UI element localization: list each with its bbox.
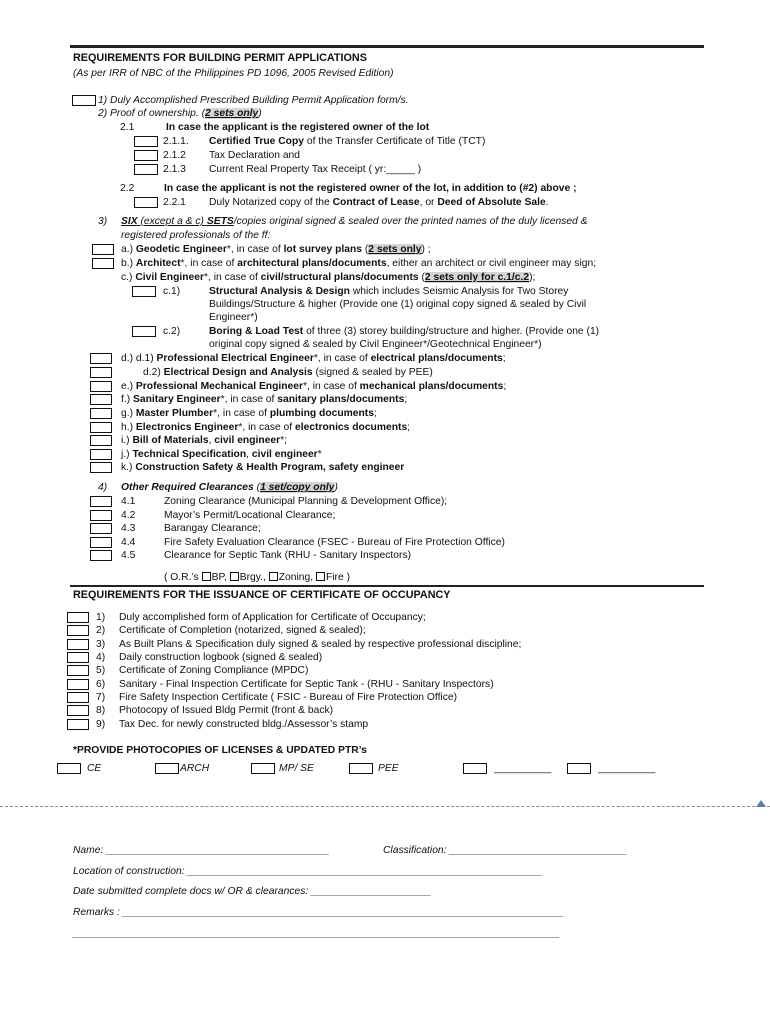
- occupancy-num: 5): [96, 665, 106, 676]
- item-3a: a.) Geodetic Engineer*, in case of lot survey plans (2 sets only) ;: [121, 244, 431, 255]
- checkbox-or-zoning[interactable]: [269, 572, 278, 581]
- item-3f: f.) Sanitary Engineer*, in case of sanitary plans/documents;: [121, 394, 408, 405]
- occupancy-text: Fire Safety Inspection Certificate ( FSIC - Bureau of Fire Protection Office): [119, 692, 458, 703]
- item-c1-num: c.1): [163, 286, 181, 297]
- occupancy-text: Tax Dec. for newly constructed bldg./Assessor’s stamp: [119, 719, 369, 730]
- photocopies-note: *PROVIDE PHOTOCOPIES OF LICENSES & UPDATED PTR’s: [73, 745, 367, 756]
- checkbox-2-1-2[interactable]: [134, 150, 158, 161]
- remarks-field[interactable]: Remarks : _____________________________________________________________________________: [73, 907, 564, 918]
- occupancy-num: 8): [96, 705, 106, 716]
- occupancy-title: REQUIREMENTS FOR THE ISSUANCE OF CERTIFICATE OF OCCUPANCY: [73, 589, 451, 601]
- checkbox-occ-3[interactable]: [67, 639, 89, 650]
- checkbox-arch[interactable]: [155, 763, 179, 774]
- item-3b: b.) Architect*, in case of architectural plans/documents, either an architect or civil engineer may sign;: [121, 258, 597, 269]
- item-3j: j.) Technical Specification, civil engineer*: [121, 449, 322, 460]
- checkbox-or-fire[interactable]: [316, 572, 325, 581]
- checkbox-c2[interactable]: [132, 326, 156, 337]
- item-3e: e.) Professional Mechanical Engineer*, in case of mechanical plans/documents;: [121, 381, 507, 392]
- item-3d2: d.2) Electrical Design and Analysis (signed & sealed by PEE): [143, 367, 433, 378]
- clearance-num: 4.5: [121, 550, 136, 561]
- occupancy-num: 6): [96, 679, 106, 690]
- occupancy-num: 3): [96, 639, 106, 650]
- item-3k: k.) Construction Safety & Health Program, safety engineer: [121, 462, 405, 473]
- item-2-2-1-num: 2.2.1: [163, 197, 186, 208]
- item-3g: g.) Master Plumber*, in case of plumbing documents;: [121, 408, 377, 419]
- item-3-text: SIX (except a & c) SETS/copies original signed & sealed over the printed names of the duly licensed &: [121, 216, 588, 227]
- checkbox-3j[interactable]: [90, 449, 112, 460]
- item-4-text: Other Required Clearances (1 set/copy only): [121, 482, 338, 493]
- checkbox-3b[interactable]: [92, 258, 114, 269]
- location-field[interactable]: Location of construction: ______________________________________________________________: [73, 866, 543, 877]
- clearance-text: Fire Safety Evaluation Clearance (FSEC - Bureau of Fire Protection Office): [164, 537, 505, 548]
- checkbox-4-3[interactable]: [90, 523, 112, 534]
- occupancy-text: Duly accomplished form of Application for Certificate of Occupancy;: [119, 612, 426, 623]
- checkbox-other-1[interactable]: [463, 763, 487, 774]
- checkbox-2-1-3[interactable]: [134, 164, 158, 175]
- occupancy-num: 7): [96, 692, 106, 703]
- item-2-1-2-text: Tax Declaration and: [209, 150, 301, 161]
- checkbox-pee[interactable]: [349, 763, 373, 774]
- checkbox-other-2[interactable]: [567, 763, 591, 774]
- checkbox-occ-9[interactable]: [67, 719, 89, 730]
- checkbox-occ-2[interactable]: [67, 625, 89, 636]
- item-2-2-num: 2.2: [120, 183, 135, 194]
- page-title: REQUIREMENTS FOR BUILDING PERMIT APPLICATIONS: [73, 52, 367, 64]
- checkbox-c1[interactable]: [132, 286, 156, 297]
- section-rule: [70, 585, 704, 587]
- clearance-text: Clearance for Septic Tank (RHU - Sanitary Inspectors): [164, 550, 412, 561]
- clearance-num: 4.1: [121, 496, 136, 507]
- item-3d1: d.) d.1) Professional Electrical Engineer*, in case of electrical plans/documents;: [121, 353, 506, 364]
- label-mpse: MP/ SE: [279, 763, 314, 774]
- page-divider: [0, 806, 770, 807]
- item-c1-text: Structural Analysis & Design which includes Seismic Analysis for Two Storey: [209, 286, 569, 297]
- checkbox-ce[interactable]: [57, 763, 81, 774]
- clearance-num: 4.3: [121, 523, 136, 534]
- checkbox-3h[interactable]: [90, 422, 112, 433]
- classification-field[interactable]: Classification: _______________________________: [383, 845, 627, 856]
- occupancy-text: Certificate of Completion (notarized, signed & sealed);: [119, 625, 366, 636]
- item-c2-line2: original copy signed & sealed by Civil Engineer*/Geotechnical Engineer*): [209, 339, 542, 350]
- item-1-text: 1) Duly Accomplished Prescribed Building Permit Application form/s.: [98, 95, 409, 106]
- checkbox-3a[interactable]: [92, 244, 114, 255]
- item-2-1-text: In case the applicant is the registered owner of the lot: [166, 122, 430, 133]
- item-3h: h.) Electronics Engineer*, in case of electronics documents;: [121, 422, 411, 433]
- checkbox-occ-8[interactable]: [67, 705, 89, 716]
- label-arch: ARCH: [180, 763, 210, 774]
- name-field[interactable]: Name: _______________________________________: [73, 845, 330, 856]
- item-2-1-2-num: 2.1.2: [163, 150, 186, 161]
- item-3c: c.) Civil Engineer*, in case of civil/structural plans/documents (2 sets only for c.1/c.2);: [121, 272, 536, 283]
- item-c2-num: c.2): [163, 326, 181, 337]
- occupancy-text: As Built Plans & Specification duly signed & sealed by respective professional discipline;: [119, 639, 522, 650]
- or-receipts-line: ( O.R.’s BP, Brgy., Zoning, Fire ): [164, 572, 351, 583]
- checkbox-3f[interactable]: [90, 394, 112, 405]
- item-3i: i.) Bill of Materials, civil engineer*;: [121, 435, 287, 446]
- clearance-text: Barangay Clearance;: [164, 523, 261, 534]
- item-2-2-1-text: Duly Notarized copy of the Contract of Lease, or Deed of Absolute Sale.: [209, 197, 549, 208]
- occupancy-num: 4): [96, 652, 106, 663]
- checkbox-3d1[interactable]: [90, 353, 112, 364]
- checkbox-3g[interactable]: [90, 408, 112, 419]
- occupancy-num: 2): [96, 625, 106, 636]
- item-2-1-1-text: Certified True Copy of the Transfer Certificate of Title (TCT): [209, 136, 486, 147]
- checkbox-occ-4[interactable]: [67, 652, 89, 663]
- item-c1-line2: Buildings/Structure & higher (Provide one (1) original copy signed & sealed by Civil: [209, 299, 587, 310]
- occupancy-text: Photocopy of Issued Bldg Permit (front & back): [119, 705, 334, 716]
- checkbox-3e[interactable]: [90, 381, 112, 392]
- clearance-num: 4.4: [121, 537, 136, 548]
- item-3-num: 3): [98, 216, 108, 227]
- item-2-1-num: 2.1: [120, 122, 135, 133]
- label-ce: CE: [87, 763, 102, 774]
- checkbox-4-5[interactable]: [90, 550, 112, 561]
- checkbox-or-bp[interactable]: [202, 572, 211, 581]
- checkbox-4-4[interactable]: [90, 537, 112, 548]
- checkbox-occ-7[interactable]: [67, 692, 89, 703]
- checkbox-item-1[interactable]: [72, 95, 96, 106]
- item-3-text-line2: registered professionals of the ff:: [121, 230, 271, 241]
- checkbox-occ-5[interactable]: [67, 665, 89, 676]
- occupancy-text: Daily construction logbook (signed & sealed): [119, 652, 323, 663]
- item-4-num: 4): [98, 482, 108, 493]
- caret-up-icon: [756, 800, 766, 807]
- checkbox-4-2[interactable]: [90, 510, 112, 521]
- checkbox-mpse[interactable]: [251, 763, 275, 774]
- item-c1-line3: Engineer*): [209, 312, 258, 323]
- item-2-2-text: In case the applicant is not the registered owner of the lot, in addition to (#2) above ;: [164, 183, 577, 194]
- page-subtitle: (As per IRR of NBC of the Philippines PD 1096, 2005 Revised Edition): [73, 68, 394, 79]
- blank-other-1[interactable]: __________: [494, 763, 552, 774]
- checkbox-2-1-1[interactable]: [134, 136, 158, 147]
- item-2-text: 2) Proof of ownership. (2 sets only): [98, 108, 262, 119]
- item-c2-text: Boring & Load Test of three (3) storey building/structure and higher. (Provide one (1): [209, 326, 600, 337]
- checkbox-3i[interactable]: [90, 435, 112, 446]
- clearance-text: Mayor’s Permit/Locational Clearance;: [164, 510, 336, 521]
- remarks-field-line2[interactable]: _____________________________________________________________________________________: [73, 928, 560, 939]
- checkbox-or-brgy[interactable]: [230, 572, 239, 581]
- occupancy-num: 9): [96, 719, 106, 730]
- top-rule: [70, 45, 704, 48]
- item-2-1-3-num: 2.1.3: [163, 164, 186, 175]
- checkbox-4-1[interactable]: [90, 496, 112, 507]
- clearance-num: 4.2: [121, 510, 136, 521]
- checkbox-occ-6[interactable]: [67, 679, 89, 690]
- item-2-1-3-text: Current Real Property Tax Receipt ( yr:_____ ): [209, 164, 422, 175]
- date-submitted-field[interactable]: Date submitted complete docs w/ OR & clearances: _____________________: [73, 886, 432, 897]
- clearance-text: Zoning Clearance (Municipal Planning & Development Office);: [164, 496, 448, 507]
- label-pee: PEE: [378, 763, 399, 774]
- occupancy-num: 1): [96, 612, 106, 623]
- occupancy-text: Certificate of Zoning Compliance (MPDC): [119, 665, 309, 676]
- item-2-1-1-num: 2.1.1.: [163, 136, 189, 147]
- blank-other-2[interactable]: __________: [598, 763, 656, 774]
- checkbox-3d2[interactable]: [90, 367, 112, 378]
- checkbox-3k[interactable]: [90, 462, 112, 473]
- checkbox-2-2-1[interactable]: [134, 197, 158, 208]
- checkbox-occ-1[interactable]: [67, 612, 89, 623]
- occupancy-text: Sanitary - Final Inspection Certificate for Septic Tank - (RHU - Sanitary Inspectors): [119, 679, 494, 690]
